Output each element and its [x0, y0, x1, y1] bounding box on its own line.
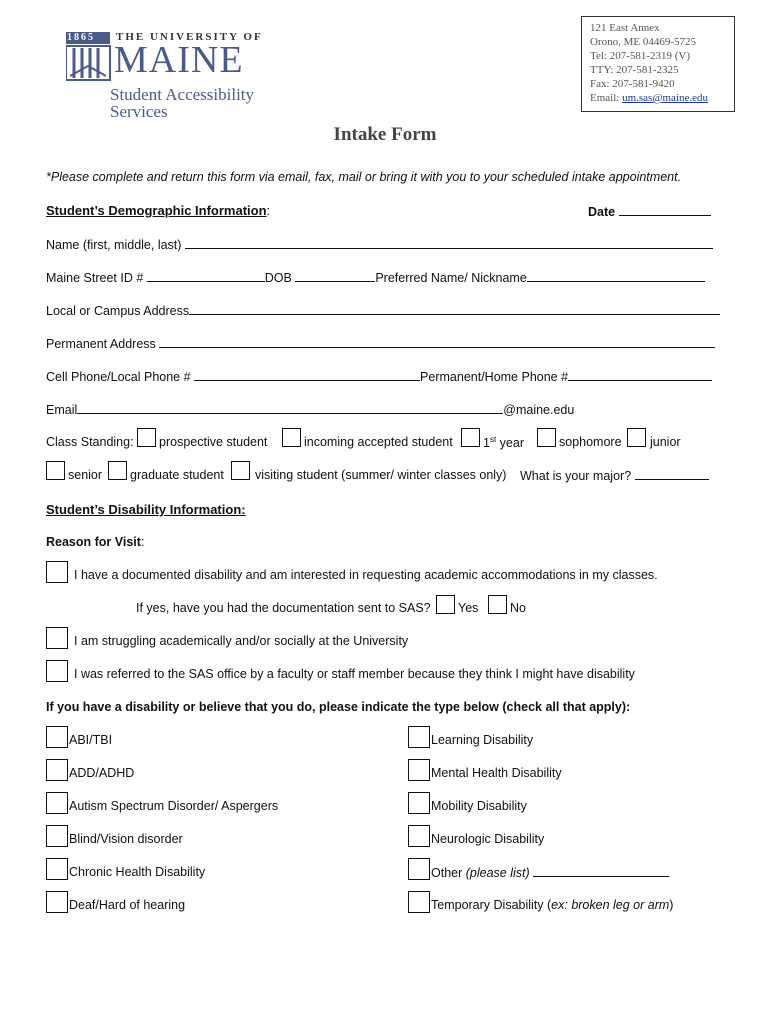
type-other-row	[431, 865, 669, 880]
page-title: Intake Form	[333, 124, 437, 145]
name-row	[46, 237, 713, 252]
incoming-label: incoming accepted student	[304, 435, 453, 449]
visiting-checkbox[interactable]	[231, 461, 250, 480]
type-abi-checkbox[interactable]	[46, 726, 68, 748]
preferred-name-field[interactable]	[527, 270, 705, 282]
type-autism-checkbox[interactable]	[46, 792, 68, 814]
reason-struggling-checkbox[interactable]	[46, 627, 68, 649]
first-year-sup: st	[489, 435, 497, 444]
type-other-hint: (please list)	[465, 866, 530, 880]
id-row	[46, 270, 705, 285]
type-chronic-label: Chronic Health Disability	[69, 865, 206, 879]
sophomore-label: sophomore	[559, 435, 622, 449]
type-autism-label: Autism Spectrum Disorder/ Aspergers	[69, 799, 279, 813]
permanent-address-field[interactable]	[159, 336, 715, 348]
first-year-number: 1	[483, 436, 490, 451]
documentation-question: If yes, have you had the documentation sent to SAS?	[136, 601, 431, 615]
class-standing-label: Class Standing:	[46, 435, 134, 449]
name-field[interactable]	[185, 237, 713, 249]
dob-field[interactable]	[295, 270, 375, 282]
type-neurologic-label: Neurologic Disability	[431, 832, 545, 846]
type-temporary-checkbox[interactable]	[408, 891, 430, 913]
sophomore-checkbox[interactable]	[537, 428, 556, 447]
prospective-checkbox[interactable]	[137, 428, 156, 447]
first-year-text: year	[496, 436, 524, 451]
address-tty: TTY: 207-581-2325	[590, 64, 679, 76]
type-mobility-checkbox[interactable]	[408, 792, 430, 814]
reason-colon: :	[140, 535, 145, 549]
id-label: Maine Street ID #	[46, 271, 144, 285]
doc-no-label: No	[510, 601, 526, 615]
demographic-heading-row	[46, 203, 270, 218]
type-temporary-row	[431, 898, 673, 912]
demographic-heading: Student’s Demographic Information	[46, 203, 267, 218]
home-phone-field[interactable]	[568, 369, 712, 381]
type-blind-label: Blind/Vision disorder	[69, 832, 183, 846]
local-address-label: Local or Campus Address	[46, 304, 190, 318]
first-year-label	[483, 435, 524, 450]
first-year-checkbox[interactable]	[461, 428, 480, 447]
university-logo	[66, 30, 266, 120]
type-temporary-label: Temporary Disability (	[431, 898, 552, 912]
name-label: Name (first, middle, last)	[46, 238, 182, 252]
email-label: Email:	[590, 92, 623, 104]
reason-referred-checkbox[interactable]	[46, 660, 68, 682]
id-field[interactable]	[147, 270, 265, 282]
cell-phone-field[interactable]	[194, 369, 420, 381]
type-learning-label: Learning Disability	[431, 733, 534, 747]
address-email-row	[590, 91, 734, 105]
email-domain: @maine.edu	[503, 403, 575, 417]
type-mental-checkbox[interactable]	[408, 759, 430, 781]
logo-dept-line1: Student Accessibility	[110, 85, 255, 104]
reason-documented-label: I have a documented disability and am interested in requesting academic accommodations in my classes.	[74, 568, 658, 582]
type-add-label: ADD/ADHD	[69, 766, 135, 780]
doc-no-checkbox[interactable]	[488, 595, 507, 614]
date-label: Date	[588, 205, 616, 219]
email-link[interactable]: um.sas@maine.edu	[622, 92, 708, 104]
type-deaf-checkbox[interactable]	[46, 891, 68, 913]
logo-year: 1865	[67, 32, 95, 43]
type-temporary-close: )	[669, 898, 674, 912]
email-field[interactable]	[77, 402, 503, 414]
senior-checkbox[interactable]	[46, 461, 65, 480]
junior-label: junior	[650, 435, 681, 449]
type-temporary-hint: ex: broken leg or arm	[551, 898, 670, 912]
logo-university: THE UNIVERSITY OF	[116, 31, 263, 43]
preferred-name-label: Preferred Name/ Nickname	[375, 271, 527, 285]
major-label: What is your major?	[520, 469, 632, 483]
date-field[interactable]	[619, 204, 711, 216]
incoming-checkbox[interactable]	[282, 428, 301, 447]
phone-row	[46, 369, 712, 384]
local-address-row	[46, 303, 720, 318]
junior-checkbox[interactable]	[627, 428, 646, 447]
doc-yes-label: Yes	[458, 601, 479, 615]
email-row	[46, 402, 574, 417]
permanent-address-label: Permanent Address	[46, 337, 156, 351]
major-row	[520, 468, 709, 483]
reason-struggling-label: I am struggling academically and/or socially at the University	[74, 634, 409, 648]
senior-label: senior	[68, 468, 103, 482]
address-tel: Tel: 207-581-2319 (V)	[590, 50, 691, 62]
disability-heading: Student’s Disability Information:	[46, 502, 246, 517]
type-add-checkbox[interactable]	[46, 759, 68, 781]
heading-colon: :	[266, 203, 271, 218]
date-row	[588, 204, 711, 219]
reason-label: Reason for Visit	[46, 535, 141, 549]
local-address-field[interactable]	[189, 303, 720, 315]
graduate-checkbox[interactable]	[108, 461, 127, 480]
type-neurologic-checkbox[interactable]	[408, 825, 430, 847]
type-blind-checkbox[interactable]	[46, 825, 68, 847]
type-other-label: Other	[431, 866, 463, 880]
reason-referred-label: I was referred to the SAS office by a faculty or staff member because they think I might have disability	[74, 667, 635, 681]
reason-heading-row	[46, 535, 144, 549]
type-prompt: If you have a disability or believe that you do, please indicate the type below (check all that apply):	[46, 700, 631, 714]
prospective-label: prospective student	[159, 435, 268, 449]
visiting-label: visiting student (summer/ winter classes only)	[255, 468, 507, 482]
permanent-address-row	[46, 336, 715, 351]
logo-maine: MAINE	[114, 39, 244, 81]
home-phone-label: Permanent/Home Phone #	[420, 370, 569, 384]
dob-label: DOB	[264, 271, 292, 285]
type-abi-label: ABI/TBI	[69, 733, 113, 747]
address-line: 121 East Annex	[590, 22, 660, 34]
address-city: Orono, ME 04469-5725	[590, 36, 697, 48]
type-other-checkbox[interactable]	[408, 858, 430, 880]
contact-address-box	[581, 16, 735, 112]
instructions-text: *Please complete and return this form via email, fax, mail or bring it with you to your scheduled intake appointment.	[46, 170, 682, 184]
type-chronic-checkbox[interactable]	[46, 858, 68, 880]
email-label: Email	[46, 403, 78, 417]
type-mobility-label: Mobility Disability	[431, 799, 527, 813]
reason-documented-checkbox[interactable]	[46, 561, 68, 583]
type-learning-checkbox[interactable]	[408, 726, 430, 748]
logo-dept-line2: Services	[110, 102, 168, 121]
type-mental-label: Mental Health Disability	[431, 766, 562, 780]
cell-phone-label: Cell Phone/Local Phone #	[46, 370, 191, 384]
type-other-field[interactable]	[533, 865, 669, 877]
graduate-label: graduate student	[130, 468, 224, 482]
doc-yes-checkbox[interactable]	[436, 595, 455, 614]
major-field[interactable]	[635, 468, 709, 480]
address-fax: Fax: 207-581-9420	[590, 78, 675, 90]
type-deaf-label: Deaf/Hard of hearing	[69, 898, 186, 912]
